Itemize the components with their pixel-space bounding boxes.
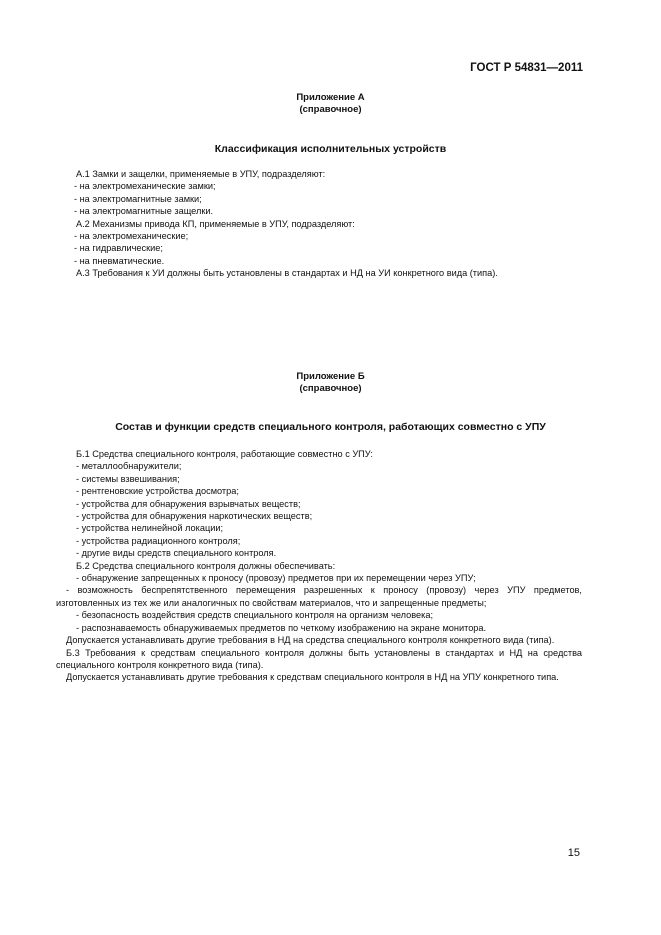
paragraph: Допускается устанавливать другие требования к средствам специального контроля в НД на УПУ конкретного типа.: [66, 672, 559, 683]
list-item: - обнаружение запрещенных к проносу (провозу) предметов при их перемещении через УПУ;: [76, 573, 476, 584]
appendix-b-heading: Состав и функции средств специального контроля, работающих совместно с УПУ: [115, 421, 546, 433]
paragraph: Допускается устанавливать другие требования в НД на средства специального контроля конкретного вида (типа).: [66, 635, 555, 646]
list-item: - на гидравлические;: [74, 243, 163, 254]
list-item: - на электромеханические;: [74, 231, 189, 242]
list-item: - устройства для обнаружения взрывчатых веществ;: [76, 498, 301, 509]
paragraph: Б.2 Средства специального контроля должны обеспечивать:: [76, 560, 336, 571]
appendix-b-title-line2: (справочное): [299, 383, 362, 394]
appendix-a-body: [76, 168, 596, 280]
list-item: - металлообнаружители;: [76, 461, 182, 472]
page-number: 15: [567, 847, 580, 859]
list-item: - устройства радиационного контроля;: [76, 535, 241, 546]
list-item: - системы взвешивания;: [76, 473, 180, 484]
list-item: - рентгеновские устройства досмотра;: [76, 486, 239, 497]
list-item: - возможность беспрепятственного перемещения разрешенных к проносу (провозу) через УПУ предметов, изготовленных из тех же или аналогичных по свойствам материалов, что и запрещенные предметы;: [56, 585, 582, 608]
list-item: - на электромеханические замки;: [74, 181, 216, 192]
appendix-b-title: [0, 371, 661, 395]
list-item: - устройства нелинейной локации;: [76, 523, 224, 534]
appendix-a-title-line1: Приложение А: [296, 92, 365, 103]
list-item: - другие виды средств специального контроля.: [76, 548, 277, 559]
paragraph: А.3 Требования к УИ должны быть установлены в стандартах и НД на УИ конкретного вида (типа).: [76, 268, 498, 279]
list-item: - безопасность воздействия средств специального контроля на организм человека;: [76, 610, 434, 621]
appendix-a-heading: Классификация исполнительных устройств: [214, 143, 447, 155]
paragraph: А.1 Замки и защелки, применяемые в УПУ, подразделяют:: [76, 169, 326, 179]
paragraph: Б.1 Средства специального контроля, работающие совместно с УПУ:: [76, 449, 373, 459]
appendix-b-title-line1: Приложение Б: [296, 371, 365, 382]
list-item: - на электромагнитные защелки.: [74, 206, 214, 217]
standard-number: ГОСТ Р 54831—2011: [470, 62, 583, 74]
appendix-b-body: [56, 448, 582, 684]
list-item: - распознаваемость обнаруживаемых предметов по четкому изображению на экране монитора.: [76, 622, 487, 633]
appendix-a-title: [0, 92, 661, 116]
paragraph: А.2 Механизмы привода КП, применяемые в УПУ, подразделяют:: [76, 218, 355, 229]
appendix-a-title-line2: (справочное): [299, 104, 362, 115]
paragraph: Б.3 Требования к средствам специального контроля должны быть установлены в стандартах и НД на средства специального контроля конкретного вида (типа).: [56, 647, 582, 670]
list-item: - устройства для обнаружения наркотических веществ;: [76, 511, 313, 522]
list-item: - на электромагнитные замки;: [74, 193, 202, 204]
list-item: - на пневматические.: [74, 255, 165, 266]
